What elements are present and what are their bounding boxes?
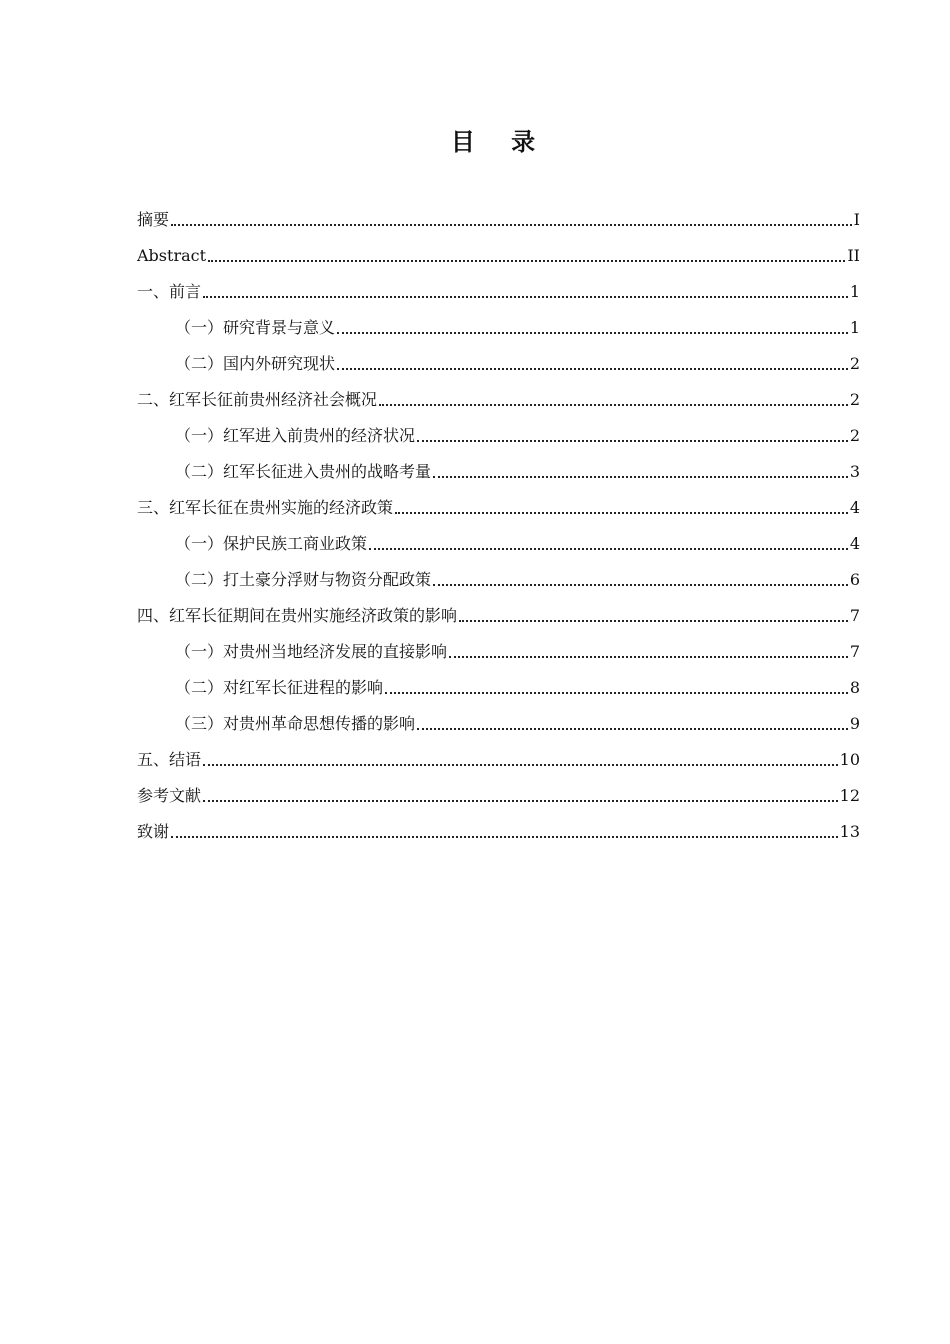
- toc-entry[interactable]: [137, 522, 860, 558]
- toc-entry-text: 参考文献: [137, 786, 202, 805]
- toc-entry[interactable]: [137, 558, 860, 594]
- toc-entry-page: 7: [849, 606, 860, 625]
- toc-entry-page: 4: [849, 534, 860, 553]
- toc-entry-page: I: [853, 210, 860, 229]
- toc-leader-dots: [171, 224, 852, 226]
- toc-entry[interactable]: [137, 198, 860, 234]
- toc-entry[interactable]: [137, 810, 860, 846]
- toc-entry-text: Abstract: [137, 246, 207, 265]
- toc-entry[interactable]: [137, 306, 860, 342]
- toc-entry[interactable]: [137, 594, 860, 630]
- toc-entry-text: （二）国内外研究现状: [175, 354, 336, 373]
- toc-entry-text: （二）对红军长征进程的影响: [175, 678, 384, 697]
- toc-entry-page: 10: [839, 750, 860, 769]
- toc-leader-dots: [337, 368, 848, 370]
- toc-entry-text: 一、前言: [137, 282, 202, 301]
- toc-entry-text: 五、结语: [137, 750, 202, 769]
- toc-entry-page: 2: [849, 390, 860, 409]
- toc-leader-dots: [433, 584, 848, 586]
- toc-entry-text: 致谢: [137, 822, 170, 841]
- toc-entry-page: 3: [849, 462, 860, 481]
- toc-entry-text: 四、红军长征期间在贵州实施经济政策的影响: [137, 606, 458, 625]
- toc-leader-dots: [208, 260, 845, 262]
- toc-entry[interactable]: [137, 450, 860, 486]
- toc-entry-page: 9: [849, 714, 860, 733]
- toc-title: 目 录: [450, 128, 550, 156]
- toc-entry[interactable]: [137, 414, 860, 450]
- toc-entry-page: 2: [849, 426, 860, 445]
- toc-entry-text: （一）对贵州当地经济发展的直接影响: [175, 642, 448, 661]
- toc-entry-text: （一）研究背景与意义: [175, 318, 336, 337]
- toc-leader-dots: [203, 800, 838, 802]
- toc-leader-dots: [379, 404, 848, 406]
- toc-list: [137, 198, 860, 846]
- toc-entry[interactable]: [137, 486, 860, 522]
- toc-entry[interactable]: [137, 702, 860, 738]
- toc-leader-dots: [417, 728, 848, 730]
- toc-entry-page: 12: [839, 786, 860, 805]
- toc-entry-page: 13: [839, 822, 860, 841]
- toc-entry-page: 1: [849, 282, 860, 301]
- toc-entry-page: 8: [849, 678, 860, 697]
- toc-entry[interactable]: [137, 378, 860, 414]
- toc-entry[interactable]: [137, 774, 860, 810]
- toc-entry-page: II: [847, 246, 860, 265]
- toc-leader-dots: [459, 620, 848, 622]
- toc-entry-text: 二、红军长征前贵州经济社会概况: [137, 390, 378, 409]
- toc-entry-text: （一）红军进入前贵州的经济状况: [175, 426, 416, 445]
- toc-leader-dots: [171, 836, 838, 838]
- toc-entry[interactable]: [137, 630, 860, 666]
- toc-entry-page: 4: [849, 498, 860, 517]
- toc-leader-dots: [203, 296, 848, 298]
- toc-entry[interactable]: [137, 234, 860, 270]
- toc-entry[interactable]: [137, 342, 860, 378]
- toc-entry-page: 1: [849, 318, 860, 337]
- toc-entry[interactable]: [137, 738, 860, 774]
- toc-entry[interactable]: [137, 666, 860, 702]
- toc-leader-dots: [417, 440, 848, 442]
- toc-entry-page: 7: [849, 642, 860, 661]
- toc-entry-page: 6: [849, 570, 860, 589]
- toc-entry-page: 2: [849, 354, 860, 373]
- toc-leader-dots: [337, 332, 848, 334]
- toc-entry-text: 三、红军长征在贵州实施的经济政策: [137, 498, 394, 517]
- toc-entry[interactable]: [137, 270, 860, 306]
- toc-leader-dots: [395, 512, 848, 514]
- toc-entry-text: （三）对贵州革命思想传播的影响: [175, 714, 416, 733]
- toc-leader-dots: [449, 656, 848, 658]
- toc-entry-text: （二）红军长征进入贵州的战略考量: [175, 462, 432, 481]
- toc-leader-dots: [433, 476, 848, 478]
- toc-leader-dots: [203, 764, 838, 766]
- toc-entry-text: （二）打土豪分浮财与物资分配政策: [175, 570, 432, 589]
- toc-entry-text: 摘要: [137, 210, 170, 229]
- toc-leader-dots: [385, 692, 848, 694]
- toc-entry-text: （一）保护民族工商业政策: [175, 534, 368, 553]
- toc-leader-dots: [369, 548, 848, 550]
